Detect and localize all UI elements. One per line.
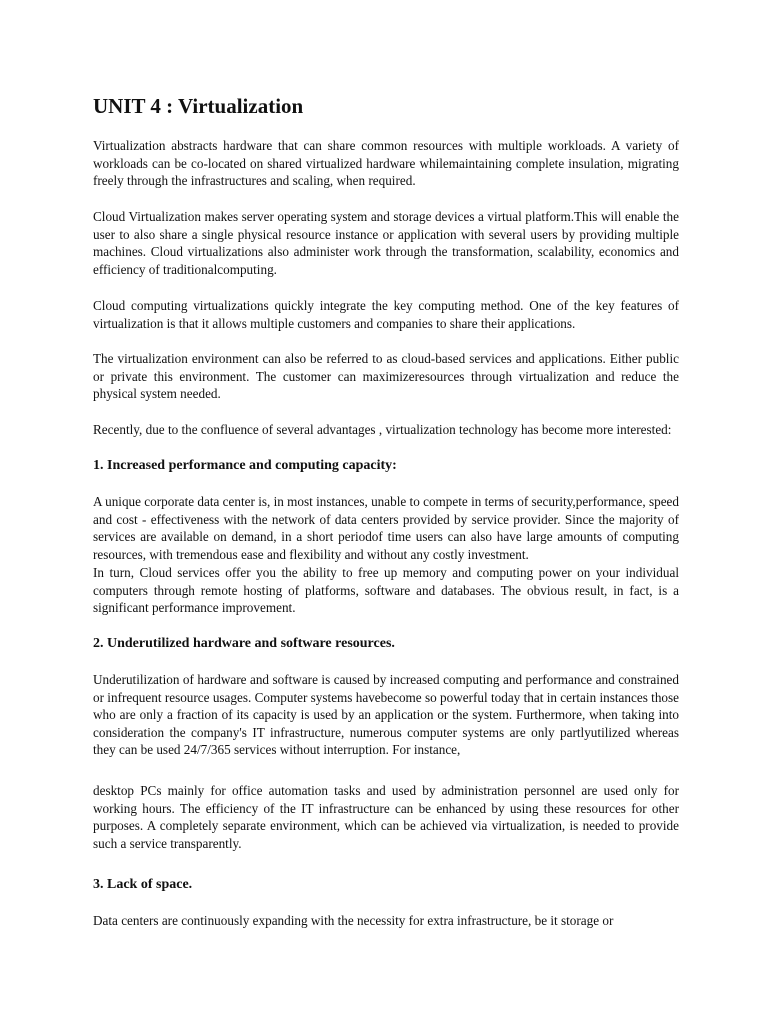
section-heading-1: 1. Increased performance and computing capacity: (93, 458, 397, 473)
section-2-paragraph-1: Underutilization of hardware and software is caused by increased computing and performance and constrained or infrequent resource usages. Computer systems havebecome so powerful today that in certain instances those who are only a fraction of its capacity is used by an application or the system. Furthermore, when taking into consideration the company's IT infrastructure, numerous computer systems are only partlyutilized whereas they can be used 24/7/365 services without interruption. For instance, (93, 672, 679, 758)
intro-paragraph-2: Cloud Virtualization makes server operating system and storage devices a virtual platform.This will enable the user to also share a single physical resource instance or application with several users by providing multiple machines. Cloud virtualizations also administer work through the transformation, scalability, economics and efficiency of traditionalcomputing. (93, 209, 679, 277)
page-title: UNIT 4 : Virtualization (93, 94, 304, 118)
intro-paragraph-4: The virtualization environment can also be referred to as cloud-based services and applications. Either public or private this environment. The customer can maximizeresources through virtualization and reduce the physical system needed. (93, 351, 679, 402)
section-2-paragraph-2: desktop PCs mainly for office automation tasks and used by administration personnel are used only for working hours. The efficiency of the IT infrastructure can be enhanced by using these resources for other purposes. A completely separate environment, which can be achieved via virtualization, is needed to provide such a service transparently. (93, 783, 679, 851)
section-heading-2: 2. Underutilized hardware and software resources. (93, 636, 395, 651)
section-1-paragraph-2: In turn, Cloud services offer you the ability to free up memory and computing power on your individual computers through remote hosting of platforms, software and databases. The obvious result, in fact, is a significant performance improvement. (93, 565, 679, 616)
intro-paragraph-3: Cloud computing virtualizations quickly integrate the key computing method. One of the key features of virtualization is that it allows multiple customers and companies to share their applications. (93, 298, 679, 331)
section-3-paragraph-1: Data centers are continuously expanding with the necessity for extra infrastructure, be it storage or (93, 913, 614, 928)
intro-paragraph-1: Virtualization abstracts hardware that can share common resources with multiple workloads. A variety of workloads can be co-located on shared virtualized hardware whilemaintaining complete insulation, migrating freely through the infrastructures and scaling, when required. (93, 138, 679, 189)
intro-paragraph-5: Recently, due to the confluence of several advantages , virtualization technology has become more interested: (93, 422, 672, 437)
section-heading-3: 3. Lack of space. (93, 877, 193, 892)
section-1-paragraph-1: A unique corporate data center is, in most instances, unable to compete in terms of security,performance, speed and cost - effectiveness with the network of data centers provided by service provider. Since the majority of services are available on demand, in a short periodof time users can also have large amounts of computing resources, with tremendous ease and flexibility and without any costly investment. (93, 494, 679, 562)
